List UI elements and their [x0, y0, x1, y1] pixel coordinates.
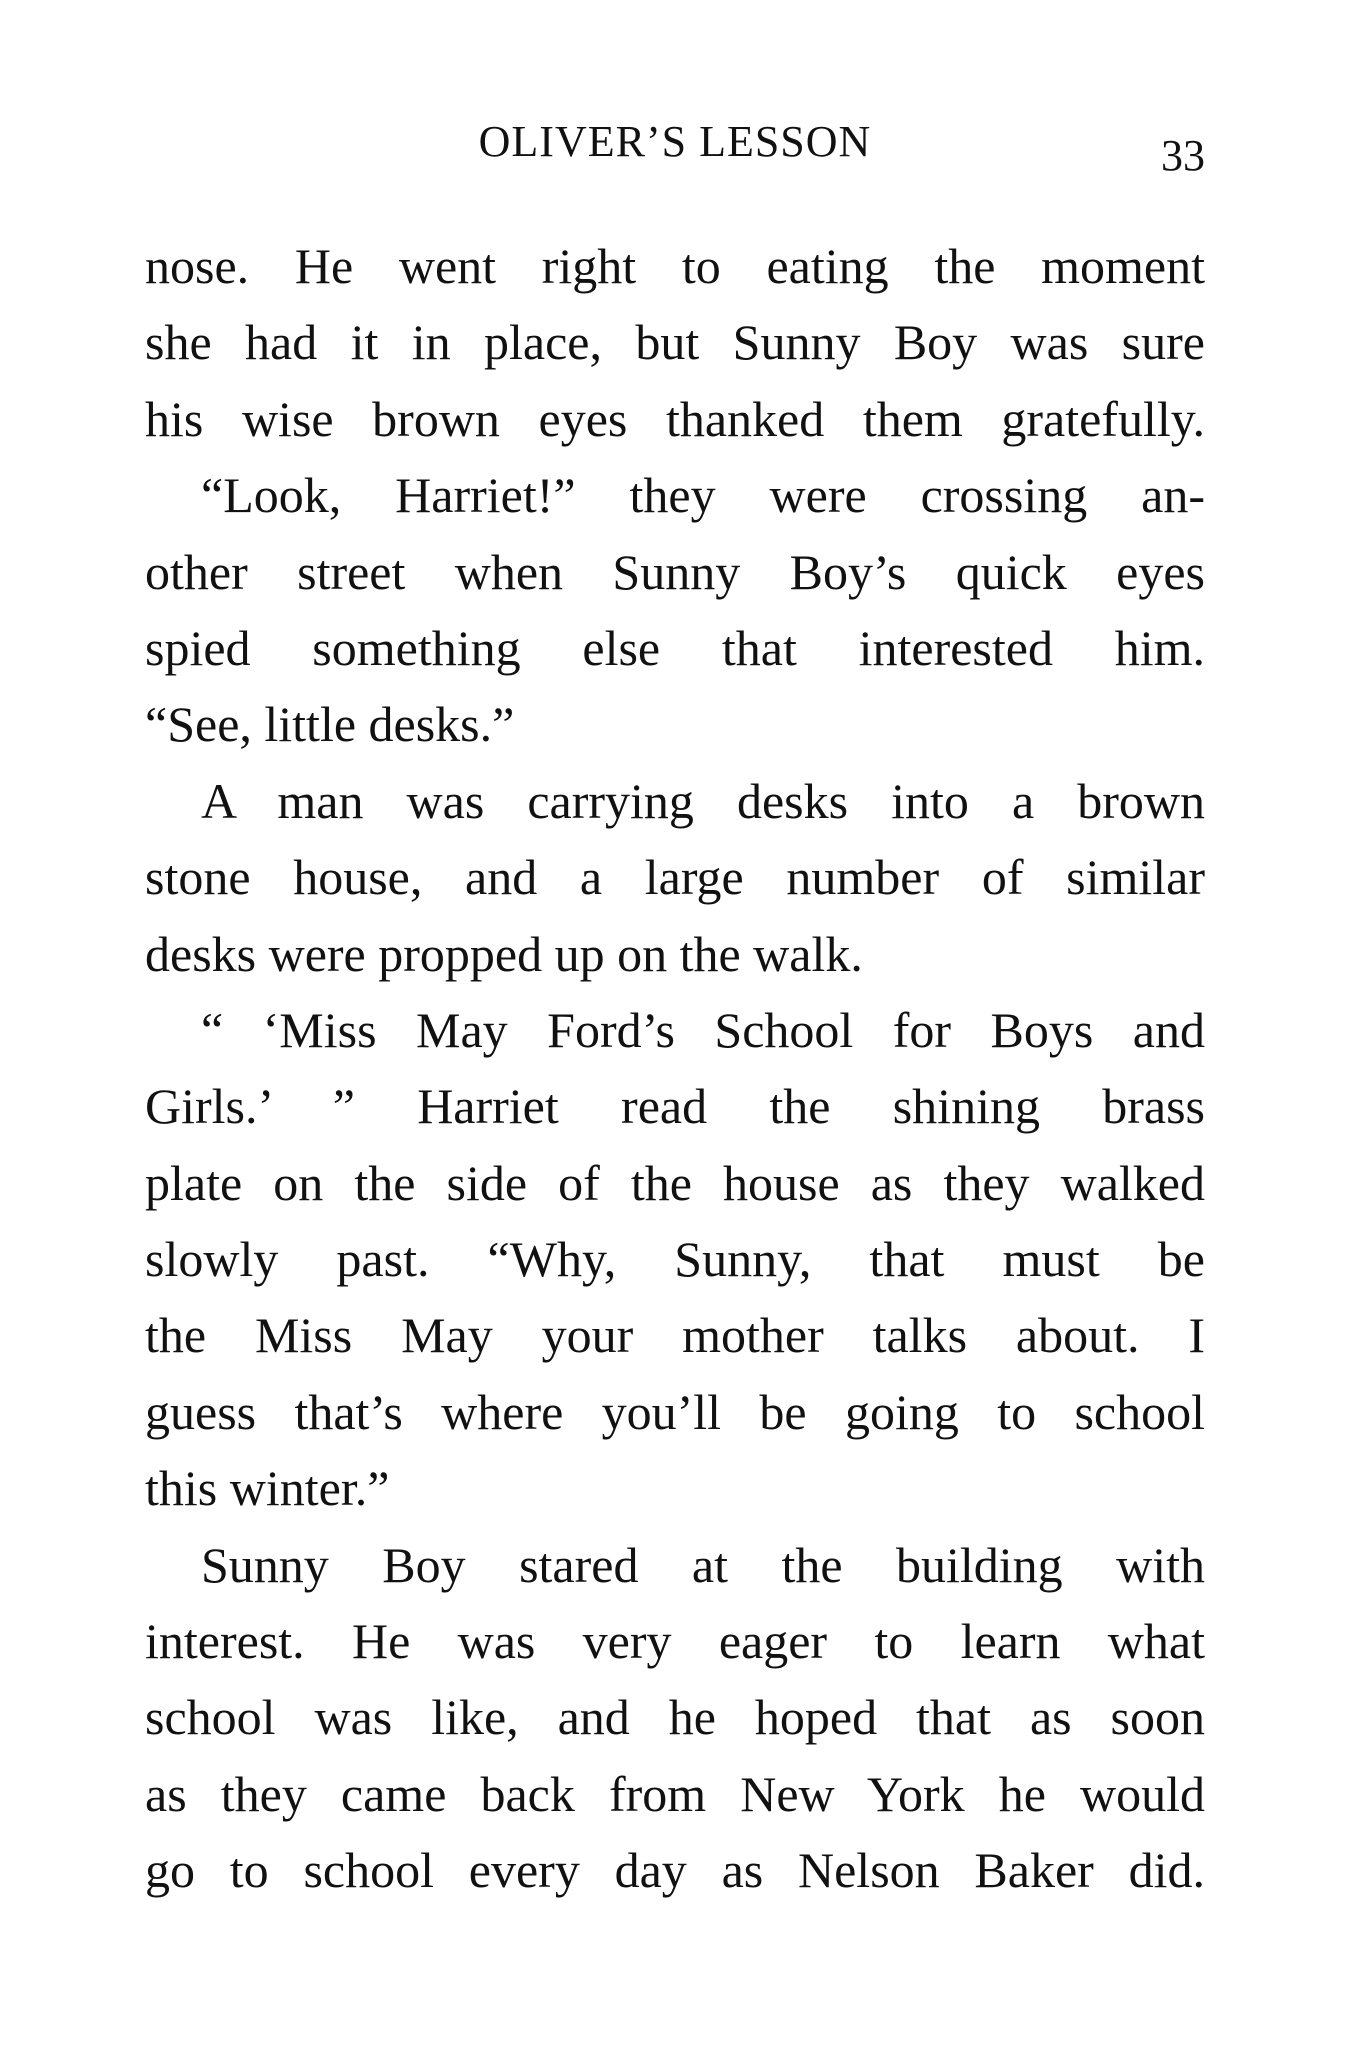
text-line: plate on the side of the house as they walked: [145, 1154, 1205, 1211]
text-line: school was like, and he hoped that as soon: [145, 1689, 1205, 1746]
text-line: his wise brown eyes thanked them gratefully.: [145, 390, 1205, 447]
text-line: slowly past. “Why, Sunny, that must be: [145, 1231, 1205, 1288]
text-line: go to school every day as Nelson Baker did.: [145, 1842, 1205, 1899]
running-head: [145, 112, 1205, 180]
text-line: “Look, Harriet!” they were crossing an-: [201, 467, 1205, 524]
body-text: [145, 228, 1205, 1909]
text-line: she had it in place, but Sunny Boy was sure: [145, 314, 1205, 371]
chapter-title: OLIVER’S LESSON: [478, 117, 872, 166]
text-line: the Miss May your mother talks about. I: [145, 1307, 1205, 1364]
text-line: Sunny Boy stared at the building with: [201, 1536, 1205, 1593]
text-line: other street when Sunny Boy’s quick eyes: [145, 543, 1205, 600]
text-line: this winter.”: [145, 1460, 390, 1517]
text-line: “See, little desks.”: [145, 696, 515, 753]
page-number: 33: [1161, 131, 1205, 180]
text-line: guess that’s where you’ll be going to school: [145, 1383, 1205, 1440]
text-line: stone house, and a large number of similar: [145, 849, 1205, 906]
text-line: as they came back from New York he would: [145, 1765, 1205, 1822]
text-line: desks were propped up on the walk.: [145, 925, 863, 982]
text-line: A man was carrying desks into a brown: [201, 772, 1205, 829]
text-line: interest. He was very eager to learn what: [145, 1613, 1205, 1670]
text-line: Girls.’ ” Harriet read the shining brass: [145, 1078, 1205, 1135]
text-line: nose. He went right to eating the moment: [145, 238, 1205, 294]
text-line: “ ‘Miss May Ford’s School for Boys and: [201, 1001, 1205, 1058]
text-line: spied something else that interested him.: [145, 619, 1205, 676]
